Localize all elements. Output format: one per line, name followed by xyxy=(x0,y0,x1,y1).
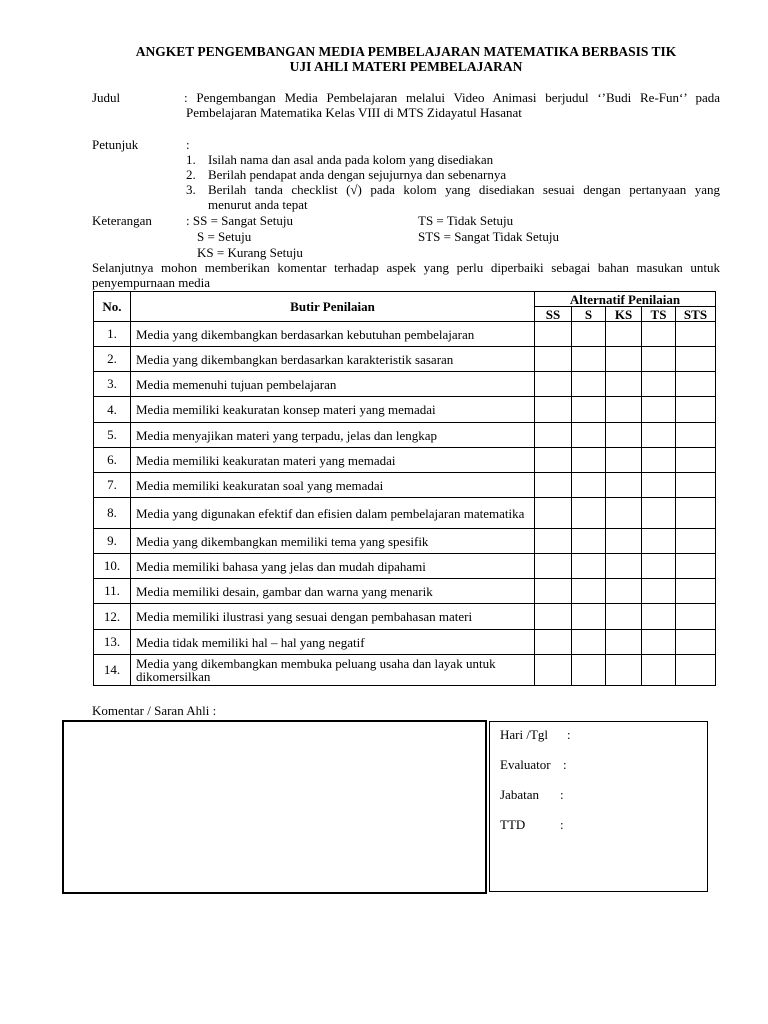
keterangan-ks: KS = Kurang Setuju xyxy=(197,245,303,260)
field-evaluator-label: Evaluator xyxy=(500,757,551,772)
row-number: 9. xyxy=(94,529,131,554)
scale-header-sts: STS xyxy=(676,307,716,322)
rating-cell-sts[interactable] xyxy=(676,372,716,397)
rating-cell-sts[interactable] xyxy=(676,473,716,498)
rating-cell-sts[interactable] xyxy=(676,529,716,554)
scale-header-ks: KS xyxy=(606,307,642,322)
rating-cell-ks[interactable] xyxy=(606,655,642,686)
judul-text-line2: Pembelajaran Matematika Kelas VIII di MTS Zidayatul Hasanat xyxy=(186,105,522,120)
keterangan-label: Keterangan xyxy=(92,213,152,228)
rating-cell-s[interactable] xyxy=(572,498,606,529)
row-item-text: Media menyajikan materi yang terpadu, jelas dan lengkap xyxy=(131,423,535,448)
row-number: 3. xyxy=(94,372,131,397)
rating-cell-ts[interactable] xyxy=(642,397,676,423)
rating-cell-sts[interactable] xyxy=(676,604,716,630)
rating-cell-s[interactable] xyxy=(572,554,606,579)
judul-text-line1: : Pengembangan Media Pembelajaran melalui Video Animasi berjudul ‘’Budi Re-Fun‘’ pada xyxy=(184,90,720,105)
row-number: 8. xyxy=(94,498,131,529)
scale-header-ts: TS xyxy=(642,307,676,322)
keterangan-ts: TS = Tidak Setuju xyxy=(418,213,514,228)
field-jabatan-colon: : xyxy=(560,787,564,802)
rating-cell-s[interactable] xyxy=(572,448,606,473)
scale-header-s: S xyxy=(572,307,606,322)
table-row xyxy=(94,655,716,686)
rating-cell-ks[interactable] xyxy=(606,322,642,347)
rating-cell-ks[interactable] xyxy=(606,630,642,655)
field-ttd-colon: : xyxy=(560,817,564,832)
intro-text-line2: penyempurnaan media xyxy=(92,275,211,290)
rating-cell-ks[interactable] xyxy=(606,554,642,579)
table-row xyxy=(94,529,716,554)
table-row xyxy=(94,347,716,372)
petunjuk-item-2: Berilah pendapat anda dengan sejujurnya dan sebenarnya xyxy=(208,167,507,182)
rating-cell-ks[interactable] xyxy=(606,473,642,498)
rating-cell-sts[interactable] xyxy=(676,655,716,686)
rating-cell-sts[interactable] xyxy=(676,347,716,372)
field-ttd-label: TTD xyxy=(500,817,526,832)
evaluator-box xyxy=(489,721,708,892)
rating-cell-s[interactable] xyxy=(572,347,606,372)
rating-cell-sts[interactable] xyxy=(676,397,716,423)
row-item-text: Media yang dikembangkan memiliki tema yang spesifik xyxy=(131,529,535,554)
rating-cell-ks[interactable] xyxy=(606,604,642,630)
rating-cell-s[interactable] xyxy=(572,630,606,655)
row-number: 1. xyxy=(94,322,131,347)
row-number: 7. xyxy=(94,473,131,498)
row-item-text: Media memiliki keakuratan soal yang memadai xyxy=(131,473,535,498)
table-row xyxy=(94,448,716,473)
judul-label: Judul xyxy=(92,90,121,105)
table-row xyxy=(94,630,716,655)
rating-cell-ss[interactable] xyxy=(535,372,572,397)
rating-cell-ss[interactable] xyxy=(535,347,572,372)
row-item-text: Media tidak memiliki hal – hal yang negatif xyxy=(131,630,535,655)
petunjuk-item-3: Berilah tanda checklist (√) pada kolom yang disediakan sesuai dengan pertanyaan yang xyxy=(208,182,720,197)
row-number: 11. xyxy=(94,579,131,604)
rating-cell-ss[interactable] xyxy=(535,498,572,529)
petunjuk-item-1-num: 1. xyxy=(186,152,196,167)
field-hari-tgl-label: Hari /Tgl xyxy=(500,727,549,742)
rating-cell-ss[interactable] xyxy=(535,529,572,554)
row-item-text: Media yang dikembangkan berdasarkan karakteristik sasaran xyxy=(131,347,535,372)
row-number: 10. xyxy=(94,554,131,579)
keterangan-sts: STS = Sangat Tidak Setuju xyxy=(418,229,559,244)
rating-cell-s[interactable] xyxy=(572,473,606,498)
rating-cell-sts[interactable] xyxy=(676,554,716,579)
row-item-text: Media memiliki keakuratan materi yang memadai xyxy=(131,448,535,473)
table-row xyxy=(94,397,716,423)
rating-cell-sts[interactable] xyxy=(676,498,716,529)
rating-cell-ss[interactable] xyxy=(535,423,572,448)
field-jabatan-label: Jabatan xyxy=(500,787,539,802)
rating-cell-ss[interactable] xyxy=(535,554,572,579)
rating-cell-ss[interactable] xyxy=(535,397,572,423)
row-item-text: Media memiliki ilustrasi yang sesuai dengan pembahasan materi xyxy=(131,604,535,630)
rating-cell-s[interactable] xyxy=(572,322,606,347)
keterangan-ss: : SS = Sangat Setuju xyxy=(186,213,294,228)
rating-cell-ts[interactable] xyxy=(642,554,676,579)
rating-cell-ss[interactable] xyxy=(535,604,572,630)
rating-cell-sts[interactable] xyxy=(676,630,716,655)
row-number: 13. xyxy=(94,630,131,655)
petunjuk-colon: : xyxy=(186,137,190,152)
row-item-text: Media yang dikembangkan berdasarkan kebutuhan pembelajaran xyxy=(131,322,535,347)
komentar-label: Komentar / Saran Ahli : xyxy=(92,703,217,718)
rating-cell-ts[interactable] xyxy=(642,630,676,655)
scale-header-ss: SS xyxy=(535,307,572,322)
rating-cell-ks[interactable] xyxy=(606,579,642,604)
rating-cell-s[interactable] xyxy=(572,604,606,630)
rating-cell-ss[interactable] xyxy=(535,630,572,655)
rating-cell-ks[interactable] xyxy=(606,423,642,448)
assessment-table-body xyxy=(94,322,716,686)
rating-cell-ss[interactable] xyxy=(535,473,572,498)
rating-cell-ts[interactable] xyxy=(642,372,676,397)
komentar-input-box[interactable] xyxy=(62,720,487,894)
petunjuk-item-3-cont: menurut anda tepat xyxy=(208,197,308,212)
row-item-text: Media memiliki keakuratan konsep materi yang memadai xyxy=(131,397,535,423)
row-number: 6. xyxy=(94,448,131,473)
row-number: 5. xyxy=(94,423,131,448)
row-number: 14. xyxy=(94,655,131,686)
rating-cell-ks[interactable] xyxy=(606,448,642,473)
table-row xyxy=(94,372,716,397)
rating-cell-ks[interactable] xyxy=(606,397,642,423)
petunjuk-label: Petunjuk xyxy=(92,137,139,152)
rating-cell-ts[interactable] xyxy=(642,423,676,448)
rating-cell-ss[interactable] xyxy=(535,448,572,473)
rating-cell-sts[interactable] xyxy=(676,448,716,473)
rating-cell-s[interactable] xyxy=(572,372,606,397)
assessment-table-wrap xyxy=(93,291,716,686)
keterangan-s: S = Setuju xyxy=(197,229,252,244)
document-subtitle: UJI AHLI MATERI PEMBELAJARAN xyxy=(289,59,523,74)
rating-cell-sts[interactable] xyxy=(676,423,716,448)
row-item-text: Media memenuhi tujuan pembelajaran xyxy=(131,372,535,397)
rating-cell-ks[interactable] xyxy=(606,372,642,397)
table-row xyxy=(94,498,716,529)
assessment-table xyxy=(93,291,716,686)
rating-cell-ts[interactable] xyxy=(642,448,676,473)
table-row xyxy=(94,423,716,448)
rating-cell-ts[interactable] xyxy=(642,347,676,372)
col-no-header: No. xyxy=(94,292,131,322)
rating-cell-ts[interactable] xyxy=(642,604,676,630)
row-number: 4. xyxy=(94,397,131,423)
rating-cell-s[interactable] xyxy=(572,655,606,686)
rating-cell-ks[interactable] xyxy=(606,498,642,529)
rating-cell-s[interactable] xyxy=(572,579,606,604)
col-group-header: Alternatif Penilaian xyxy=(535,292,716,307)
petunjuk-item-2-num: 2. xyxy=(186,167,196,182)
row-item-text: Media memiliki desain, gambar dan warna yang menarik xyxy=(131,579,535,604)
rating-cell-ks[interactable] xyxy=(606,347,642,372)
rating-cell-s[interactable] xyxy=(572,529,606,554)
rating-cell-s[interactable] xyxy=(572,397,606,423)
rating-cell-ss[interactable] xyxy=(535,579,572,604)
petunjuk-item-1: Isilah nama dan asal anda pada kolom yang disediakan xyxy=(208,152,494,167)
row-item-text: Media yang digunakan efektif dan efisien dalam pembelajaran matematika xyxy=(131,498,535,529)
table-row xyxy=(94,322,716,347)
rating-cell-ks[interactable] xyxy=(606,529,642,554)
col-item-header: Butir Penilaian xyxy=(131,292,535,322)
rating-cell-ss[interactable] xyxy=(535,322,572,347)
rating-cell-ts[interactable] xyxy=(642,473,676,498)
petunjuk-item-3-num: 3. xyxy=(186,182,196,197)
rating-cell-ts[interactable] xyxy=(642,655,676,686)
rating-cell-ss[interactable] xyxy=(535,655,572,686)
table-row xyxy=(94,473,716,498)
rating-cell-ts[interactable] xyxy=(642,579,676,604)
table-row xyxy=(94,579,716,604)
document-title: ANGKET PENGEMBANGAN MEDIA PEMBELAJARAN MATEMATIKA BERBASIS TIK xyxy=(135,44,677,59)
field-evaluator-colon: : xyxy=(563,757,567,772)
intro-text-line1: Selanjutnya mohon memberikan komentar terhadap aspek yang perlu diperbaiki sebagai bahan masukan untuk xyxy=(92,260,720,275)
row-item-text: Media memiliki bahasa yang jelas dan mudah dipahami xyxy=(131,554,535,579)
rating-cell-ts[interactable] xyxy=(642,322,676,347)
rating-cell-s[interactable] xyxy=(572,423,606,448)
rating-cell-sts[interactable] xyxy=(676,579,716,604)
row-number: 12. xyxy=(94,604,131,630)
row-number: 2. xyxy=(94,347,131,372)
rating-cell-sts[interactable] xyxy=(676,322,716,347)
table-row xyxy=(94,604,716,630)
rating-cell-ts[interactable] xyxy=(642,529,676,554)
field-hari-tgl-colon: : xyxy=(567,727,571,742)
rating-cell-ts[interactable] xyxy=(642,498,676,529)
row-item-text: Media yang dikembangkan membuka peluang usaha dan layak untuk dikomersilkan xyxy=(131,655,535,686)
table-row xyxy=(94,554,716,579)
